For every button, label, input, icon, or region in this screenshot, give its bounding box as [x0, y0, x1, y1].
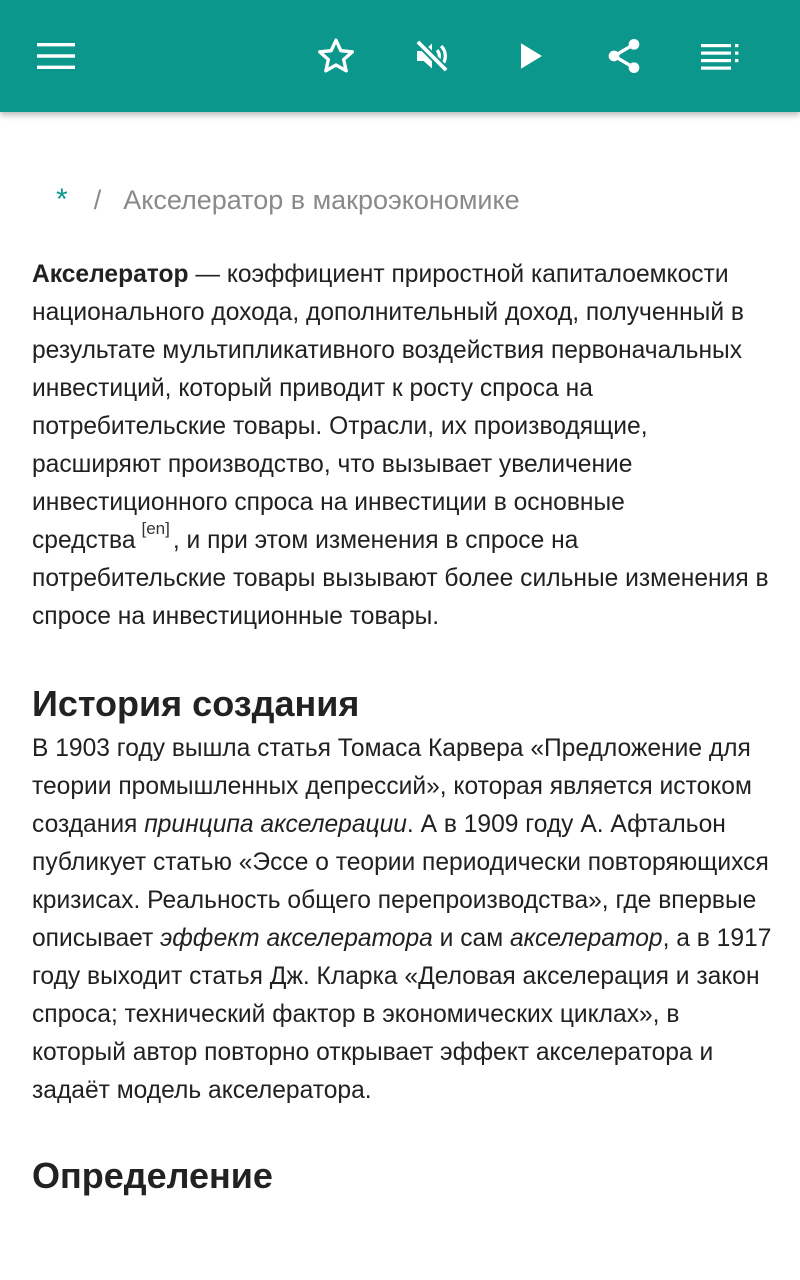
article-term: Акселератор [32, 261, 189, 288]
mute-button[interactable] [400, 24, 464, 88]
menu-button[interactable] [24, 24, 88, 88]
history-text-4: , а в 1917 году выходит статья Дж. Кларка «Деловая акселерация и закон спроса; технический фактор в экономических циклах», в который автор повторно открывает эффект акселератора и задаёт модель акселератора. [32, 925, 772, 1104]
share-button[interactable] [592, 24, 656, 88]
play-button[interactable] [498, 24, 562, 88]
history-text-1: В 1903 году вышла статья Томаса Карвера «Предложение для теории промышленных депрессий», которая является истоком создания [32, 735, 752, 838]
history-emphasis-1: принципа акселерации [144, 811, 407, 838]
history-text-2: . А в 1909 году А. Афтальон публикует статью «Эссе о теории периодически повторяющихся кризисах. Реальность общего перепроизводства», где впервые описывает [32, 811, 769, 952]
breadcrumb-home-link[interactable]: * [56, 183, 68, 216]
article-body [32, 256, 772, 1198]
intro-text: — коэффициент приростной капиталоемкости национального дохода, дополнительный доход, полученный в результате мультипликативного воздействия первоначальных инвестиций, который приводит к росту спроса на потребительские товары. Отрасли, их производящие, расширяют производство, что вызывает увеличение инвестиционного спроса на инвестиции в основные средства [32, 261, 744, 554]
definition-heading: Определение [32, 1155, 273, 1196]
history-emphasis-2: эффект акселератора [160, 925, 433, 952]
app-bar [0, 0, 800, 112]
star-outline-icon [316, 36, 356, 76]
history-paragraph [32, 730, 772, 1110]
share-icon [604, 36, 644, 76]
intro-paragraph [32, 256, 772, 636]
play-icon [512, 38, 548, 74]
history-emphasis-3: акселератор [509, 925, 663, 952]
hamburger-menu-icon [37, 42, 75, 70]
volume-off-icon [412, 36, 452, 76]
favorite-button[interactable] [304, 24, 368, 88]
en-reference-link[interactable]: [en] [141, 519, 170, 538]
history-text-3: и сам [432, 925, 510, 952]
breadcrumb-separator: / [93, 184, 102, 215]
contents-button[interactable] [688, 24, 752, 88]
history-heading: История создания [32, 683, 360, 724]
breadcrumb-current: Акселератор в макроэкономике [123, 184, 520, 215]
breadcrumb [56, 180, 520, 220]
intro-text-continued: , и при этом изменения в спросе на потребительские товары вызывают более сильные изменения в спросе на инвестиционные товары. [32, 527, 769, 630]
playlist-icon [701, 41, 739, 71]
